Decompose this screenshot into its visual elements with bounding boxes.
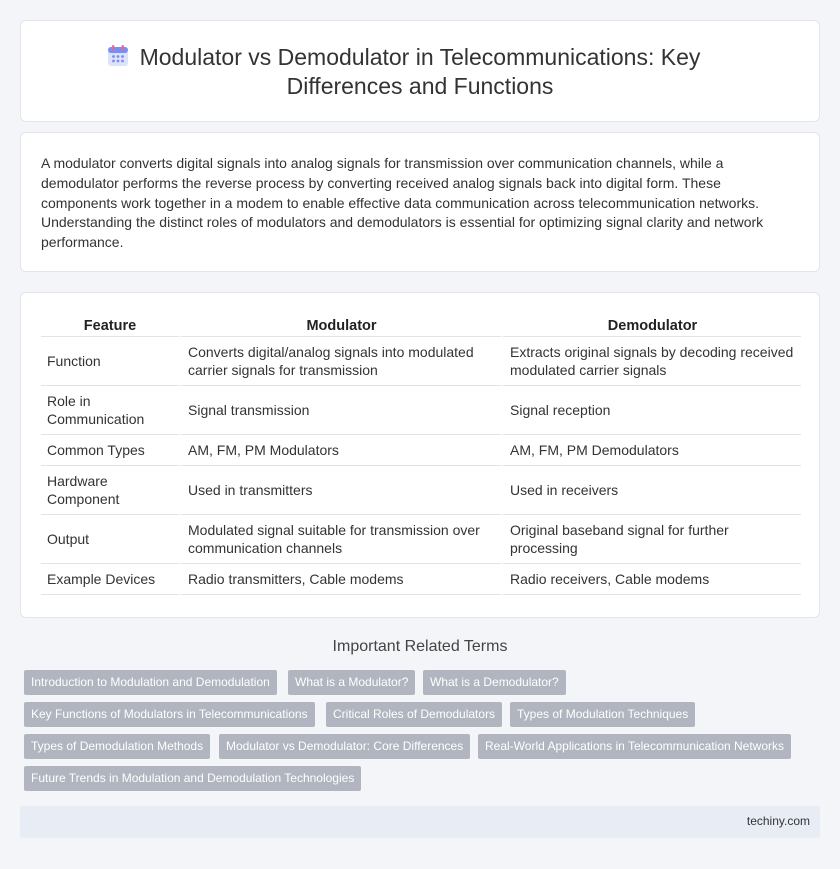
table-row <box>41 515 801 564</box>
table-row <box>41 564 801 595</box>
table-cell: Hardware Component <box>41 466 179 515</box>
table-cell: Original baseband signal for further processing <box>501 515 801 564</box>
table-cell: Used in receivers <box>501 466 801 515</box>
comparison-table <box>41 315 801 595</box>
table-cell: Role in Communication <box>41 386 179 435</box>
related-terms-title: Important Related Terms <box>332 638 508 655</box>
intro-paragraph: A modulator converts digital signals into analog signals for transmission over communication channels, while a demodulator performs the reverse process by converting received analog signals back into digital form. These components work together in a modem to enable effective data communication across telecommunication networks. Understanding the distinct roles of modulators and demodulators is essential for optimizing signal clarity and network performance. <box>41 155 764 251</box>
table-cell: Signal transmission <box>179 386 501 435</box>
table-cell: Output <box>41 515 179 564</box>
header-feature: Feature <box>41 315 179 337</box>
related-tag[interactable]: Modulator vs Demodulator: Core Differences <box>219 734 470 759</box>
header-modulator: Modulator <box>179 315 501 337</box>
related-tag[interactable]: Types of Modulation Techniques <box>510 702 695 727</box>
table-cell: Example Devices <box>41 564 179 595</box>
table-cell: AM, FM, PM Demodulators <box>501 435 801 466</box>
table-cell: Common Types <box>41 435 179 466</box>
intro-card <box>20 132 820 272</box>
table-cell: Signal reception <box>501 386 801 435</box>
related-tag[interactable]: Future Trends in Modulation and Demodulation Technologies <box>24 766 361 791</box>
table-cell: Used in transmitters <box>179 466 501 515</box>
title-card <box>20 20 820 122</box>
table-row <box>41 386 801 435</box>
table-row <box>41 435 801 466</box>
table-cell: Extracts original signals by decoding received modulated carrier signals <box>501 337 801 386</box>
footer-site: techiny.com <box>746 814 810 828</box>
table-cell: Radio transmitters, Cable modems <box>179 564 501 595</box>
header-demodulator: Demodulator <box>501 315 801 337</box>
related-tag[interactable]: What is a Demodulator? <box>423 670 566 695</box>
related-tag[interactable]: What is a Modulator? <box>288 670 415 695</box>
footer <box>20 806 820 838</box>
table-cell: Radio receivers, Cable modems <box>501 564 801 595</box>
table-header-row <box>41 315 801 337</box>
table-row <box>41 466 801 515</box>
table-cell: Modulated signal suitable for transmission over communication channels <box>179 515 501 564</box>
table-cell: AM, FM, PM Modulators <box>179 435 501 466</box>
comparison-card <box>20 292 820 618</box>
related-tag[interactable]: Types of Demodulation Methods <box>24 734 210 759</box>
related-tag[interactable]: Real-World Applications in Telecommunication Networks <box>478 734 791 759</box>
table-cell: Converts digital/analog signals into modulated carrier signals for transmission <box>179 337 501 386</box>
page-title: Modulator vs Demodulator in Telecommunications: Key Differences and Functions <box>139 44 701 99</box>
table-row <box>41 337 801 386</box>
related-tag[interactable]: Key Functions of Modulators in Telecommunications <box>24 702 315 727</box>
related-tag[interactable]: Introduction to Modulation and Demodulation <box>24 670 277 695</box>
table-cell: Function <box>41 337 179 386</box>
related-tag[interactable]: Critical Roles of Demodulators <box>326 702 502 727</box>
